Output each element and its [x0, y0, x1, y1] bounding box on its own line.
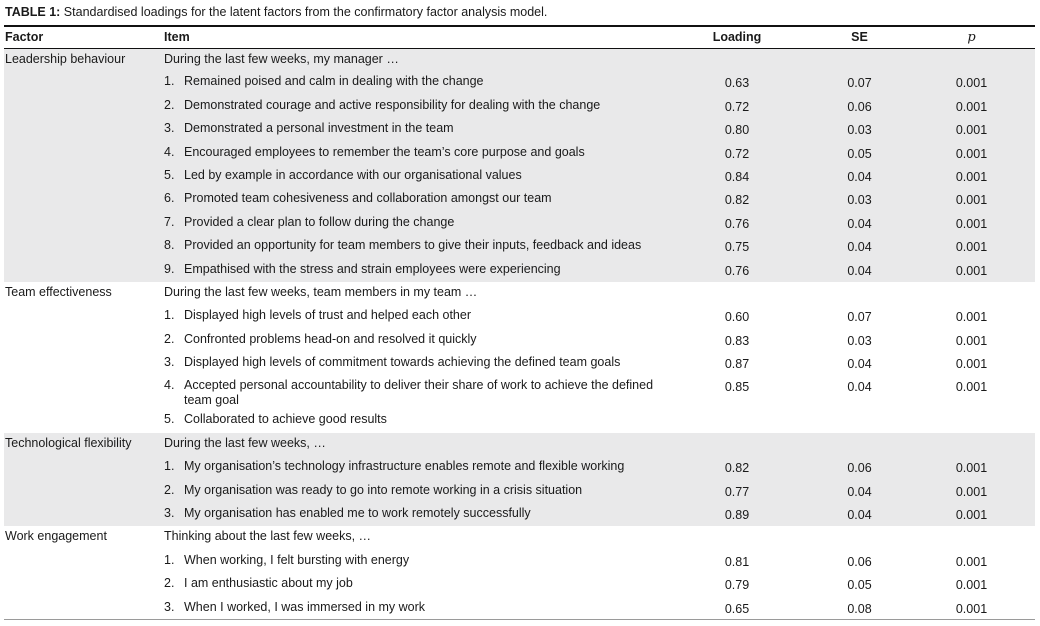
table-row	[4, 142, 1035, 165]
factor-intro: Thinking about the last few weeks, …	[164, 529, 372, 544]
item-cell	[163, 409, 663, 432]
factor-cell-empty	[4, 71, 163, 94]
item-text-wrap	[164, 355, 663, 370]
item-number: 2.	[164, 482, 175, 497]
p-value: 0.001	[908, 95, 1035, 118]
factor-cell-empty	[4, 95, 163, 118]
item-cell	[163, 235, 663, 258]
item-text: Encouraged employees to remember the team’s core purpose and goals	[184, 144, 585, 159]
item-cell	[163, 118, 663, 141]
loading-value: 0.83	[724, 333, 750, 348]
item-text: Provided an opportunity for team members to give their inputs, feedback and ideas	[184, 238, 642, 253]
se-value: 0.07	[811, 71, 908, 94]
item-text: Empathised with the stress and strain employees were experiencing	[184, 261, 561, 276]
item-cell	[163, 480, 663, 503]
se-value: 0.03	[847, 333, 872, 348]
factor-intro: During the last few weeks, …	[163, 433, 663, 456]
item-cell	[163, 95, 663, 118]
se-value: 0.05	[811, 142, 908, 165]
loading-value: 0.79	[724, 578, 750, 593]
item-number: 4.	[164, 144, 175, 159]
item-text-wrap	[164, 168, 663, 183]
p-value: 0.001	[955, 310, 988, 325]
se-value: 0.04	[847, 357, 872, 372]
loading-value: 0.60	[724, 310, 750, 325]
table-row	[4, 456, 1035, 479]
factor-group-row	[4, 526, 1035, 549]
item-cell	[163, 259, 663, 282]
table-row	[4, 329, 1035, 352]
item-number: 3.	[164, 506, 175, 521]
factor-cell-empty	[4, 118, 163, 141]
se-value: 0.04	[811, 165, 908, 188]
factor-name: Technological flexibility	[4, 433, 163, 456]
se-value: 0.04	[811, 212, 908, 235]
empty-cell	[811, 526, 908, 549]
table-row	[4, 305, 1035, 328]
p-value: 0.001	[955, 357, 988, 372]
factor-cell-empty	[4, 259, 163, 282]
table-row	[4, 573, 1035, 596]
empty-cell	[908, 48, 1035, 71]
item-text-wrap	[164, 412, 663, 427]
item-text-wrap	[164, 576, 663, 591]
item-cell	[163, 550, 663, 573]
p-value: 0.001	[955, 380, 988, 395]
item-text-wrap	[164, 332, 663, 347]
se-value: 0.04	[847, 380, 872, 395]
item-text: Demonstrated courage and active responsibility for dealing with the change	[184, 97, 601, 112]
item-cell	[163, 352, 663, 375]
loading-value: 0.87	[724, 357, 750, 372]
factor-cell-empty	[4, 142, 163, 165]
loading-value: 0.80	[663, 118, 811, 141]
item-number: 5.	[164, 412, 175, 427]
item-cell	[163, 375, 663, 409]
loading-value: 0.65	[663, 597, 811, 620]
factor-cell-empty	[4, 375, 163, 409]
p-value: 0.001	[955, 554, 988, 569]
item-text: My organisation was ready to go into remote working in a crisis situation	[184, 482, 583, 497]
item-cell	[163, 305, 663, 328]
table-row	[4, 95, 1035, 118]
table-row	[4, 212, 1035, 235]
item-text-wrap	[164, 308, 663, 323]
item-text: My organisation has enabled me to work remotely successfully	[184, 506, 531, 521]
factor-group-row	[4, 48, 1035, 71]
item-text-wrap	[164, 553, 663, 568]
item-cell	[163, 456, 663, 479]
item-cell	[163, 165, 663, 188]
factor-intro: During the last few weeks, my manager …	[163, 48, 663, 71]
item-text-wrap	[164, 459, 663, 474]
item-text: I am enthusiastic about my job	[184, 576, 353, 591]
se-value: 0.04	[811, 503, 908, 526]
p-value: 0.001	[908, 118, 1035, 141]
factor-cell-empty	[4, 188, 163, 211]
item-text-wrap	[164, 74, 663, 89]
item-text: Accepted personal accountability to deliver their share of work to achieve the defined team goal	[184, 378, 654, 408]
se-value: 0.07	[847, 310, 872, 325]
p-value: 0.001	[955, 333, 988, 348]
p-value: 0.001	[908, 235, 1035, 258]
loading-value: 0.82	[663, 456, 811, 479]
table-caption	[5, 4, 547, 20]
factor-cell-empty	[4, 480, 163, 503]
table-row	[4, 352, 1035, 375]
empty-cell	[811, 282, 908, 305]
se-value	[811, 409, 908, 432]
p-value: 0.001	[908, 142, 1035, 165]
item-number: 3.	[164, 355, 175, 370]
factor-group-row	[4, 433, 1035, 456]
item-cell	[163, 212, 663, 235]
factor-cell-empty	[4, 573, 163, 596]
factor-cell-empty	[4, 409, 163, 432]
p-value: 0.001	[955, 578, 988, 593]
factor-cell-empty	[4, 597, 163, 620]
empty-cell	[908, 526, 1035, 549]
loading-value: 0.84	[663, 165, 811, 188]
header-factor: Factor	[4, 26, 163, 48]
item-number: 8.	[164, 238, 175, 253]
factor-name: Work engagement	[5, 529, 107, 544]
item-text-wrap	[164, 483, 663, 498]
item-text-wrap	[164, 191, 663, 206]
factor-intro: During the last few weeks, team members in my team …	[164, 284, 478, 299]
item-text: Displayed high levels of trust and helped each other	[184, 308, 471, 323]
item-text: When working, I felt bursting with energy	[184, 552, 410, 567]
factor-loadings-table	[4, 25, 1035, 620]
item-number: 7.	[164, 214, 175, 229]
table-row	[4, 118, 1035, 141]
loading-value: 0.76	[663, 259, 811, 282]
loading-value	[663, 409, 811, 432]
header-se: SE	[811, 26, 908, 48]
item-cell	[163, 142, 663, 165]
p-value: 0.001	[908, 480, 1035, 503]
factor-cell-empty	[4, 352, 163, 375]
table-row	[4, 259, 1035, 282]
item-cell	[163, 329, 663, 352]
item-text-wrap	[164, 262, 663, 277]
loading-value: 0.82	[663, 188, 811, 211]
item-text-wrap	[164, 145, 663, 160]
item-text: Demonstrated a personal investment in the team	[184, 121, 454, 136]
item-text: Collaborated to achieve good results	[184, 412, 387, 427]
loading-value: 0.63	[663, 71, 811, 94]
item-number: 5.	[164, 167, 175, 182]
empty-cell	[663, 433, 811, 456]
se-value: 0.04	[811, 259, 908, 282]
table-row	[4, 71, 1035, 94]
factor-cell-empty	[4, 165, 163, 188]
p-value: 0.001	[908, 456, 1035, 479]
item-cell	[163, 71, 663, 94]
p-value: 0.001	[908, 597, 1035, 620]
factor-cell-empty	[4, 212, 163, 235]
loading-value: 0.76	[663, 212, 811, 235]
p-value	[908, 409, 1035, 432]
factor-cell-empty	[4, 503, 163, 526]
empty-cell	[663, 48, 811, 71]
item-number: 6.	[164, 191, 175, 206]
item-cell	[163, 188, 663, 211]
item-number: 1.	[164, 459, 175, 474]
item-cell	[163, 597, 663, 620]
p-value: 0.001	[908, 71, 1035, 94]
factor-cell-empty	[4, 550, 163, 573]
item-text-wrap	[164, 215, 663, 230]
factor-cell-empty	[4, 235, 163, 258]
table-row	[4, 375, 1035, 409]
empty-cell	[811, 433, 908, 456]
item-cell	[163, 573, 663, 596]
se-value: 0.08	[811, 597, 908, 620]
item-text: My organisation’s technology infrastructure enables remote and flexible working	[184, 459, 625, 474]
loading-value: 0.72	[663, 142, 811, 165]
p-value: 0.001	[908, 259, 1035, 282]
factor-name: Team effectiveness	[5, 284, 112, 299]
p-value: 0.001	[908, 212, 1035, 235]
loading-value: 0.81	[724, 554, 750, 569]
factor-name: Leadership behaviour	[4, 48, 163, 71]
se-value: 0.06	[811, 456, 908, 479]
item-text-wrap	[164, 600, 663, 615]
empty-cell	[663, 282, 811, 305]
item-cell	[163, 503, 663, 526]
item-text: Displayed high levels of commitment towards achieving the defined team goals	[184, 355, 621, 370]
se-value: 0.04	[811, 480, 908, 503]
loading-value: 0.75	[663, 235, 811, 258]
factor-group-row	[4, 282, 1035, 305]
item-text-wrap	[164, 121, 663, 136]
table-caption-text: Standardised loadings for the latent factors from the confirmatory factor analysis model.	[60, 5, 548, 19]
item-text-wrap	[164, 238, 663, 253]
factor-cell-empty	[4, 305, 163, 328]
p-value: 0.001	[908, 188, 1035, 211]
loading-value: 0.89	[663, 503, 811, 526]
empty-cell	[811, 48, 908, 71]
item-text: Promoted team cohesiveness and collaboration amongst our team	[184, 191, 552, 206]
item-number: 4.	[164, 378, 175, 393]
item-text-wrap	[164, 506, 663, 521]
item-number: 2.	[164, 576, 175, 591]
p-value: 0.001	[908, 503, 1035, 526]
item-number: 2.	[164, 331, 175, 346]
item-text: Provided a clear plan to follow during the change	[184, 214, 455, 229]
se-value: 0.05	[847, 578, 872, 593]
table-row	[4, 409, 1035, 432]
se-value: 0.06	[811, 95, 908, 118]
item-text: Remained poised and calm in dealing with the change	[184, 74, 484, 89]
item-number: 9.	[164, 261, 175, 276]
header-loading: Loading	[663, 26, 811, 48]
item-text: Led by example in accordance with our organisational values	[184, 167, 522, 182]
item-number: 1.	[164, 74, 175, 89]
item-text: Confronted problems head-on and resolved it quickly	[184, 331, 477, 346]
p-value: 0.001	[908, 165, 1035, 188]
table-caption-label: TABLE 1:	[5, 5, 61, 19]
table-row	[4, 165, 1035, 188]
item-text-wrap	[164, 378, 663, 408]
table-row	[4, 235, 1035, 258]
se-value: 0.04	[811, 235, 908, 258]
item-number: 1.	[164, 552, 175, 567]
table-body	[4, 48, 1035, 620]
table-row	[4, 597, 1035, 620]
loading-value: 0.85	[724, 380, 750, 395]
empty-cell	[908, 433, 1035, 456]
item-number: 3.	[164, 121, 175, 136]
table-row	[4, 503, 1035, 526]
item-number: 3.	[164, 599, 175, 614]
table-row	[4, 480, 1035, 503]
table-row	[4, 550, 1035, 573]
header-item: Item	[163, 26, 663, 48]
se-value: 0.06	[847, 554, 872, 569]
se-value: 0.03	[811, 118, 908, 141]
item-text-wrap	[164, 98, 663, 113]
header-p: p	[908, 26, 1035, 48]
factor-cell-empty	[4, 329, 163, 352]
se-value: 0.03	[811, 188, 908, 211]
item-text: When I worked, I was immersed in my work	[184, 599, 426, 614]
empty-cell	[663, 526, 811, 549]
factor-cell-empty	[4, 456, 163, 479]
loading-value: 0.77	[663, 480, 811, 503]
item-number: 1.	[164, 308, 175, 323]
header-row	[4, 26, 1035, 48]
loading-value: 0.72	[663, 95, 811, 118]
table-row	[4, 188, 1035, 211]
empty-cell	[908, 282, 1035, 305]
item-number: 2.	[164, 97, 175, 112]
